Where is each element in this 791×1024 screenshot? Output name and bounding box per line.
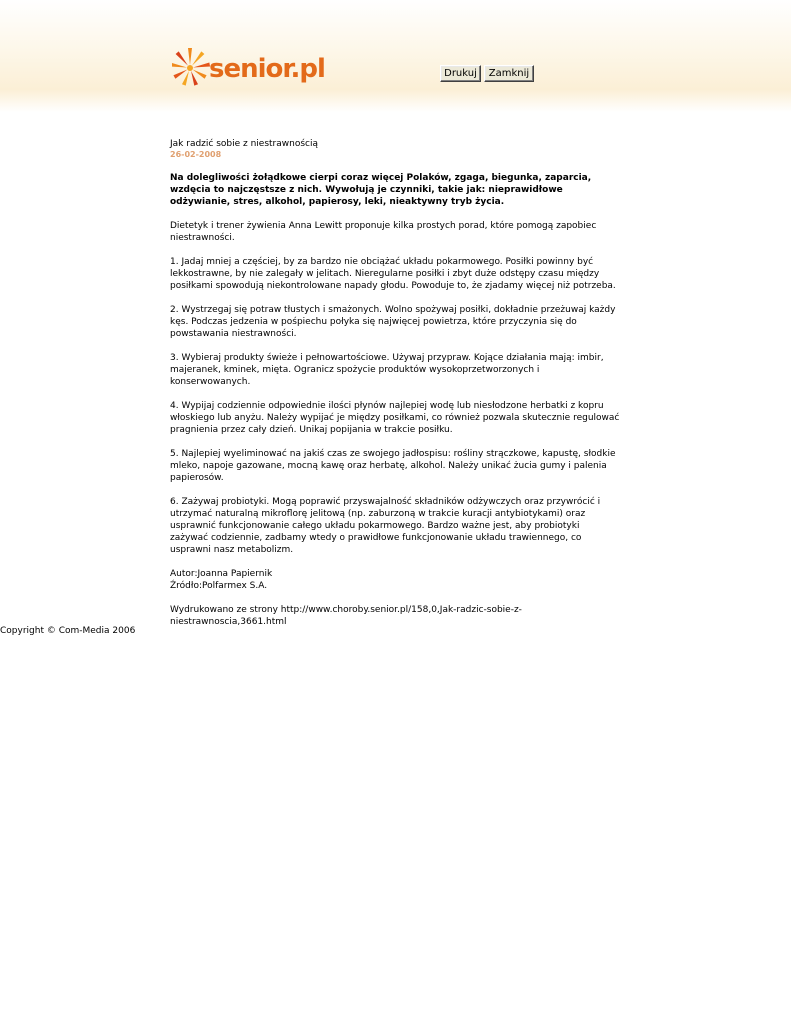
article-date: 26-02-2008: [170, 150, 222, 159]
article-credits: [170, 568, 620, 592]
article-paragraph: 5. Najlepiej wyeliminować na jakiś czas ze swojego jadłospisu: rośliny strączkowe, kapustę, słodkie mleko, napoje gazowane, mocną kawę oraz herbatę, alkohol. Należy unikać żucia gumy i palenia papierosów.: [170, 449, 616, 483]
article-paragraph: 6. Zażywaj probiotyki. Mogą poprawić przyswajalność składników odżywczych oraz przywrócić i utrzymać naturalną mikroflorę jelitową (np. zaburzoną w trakcie kuracji antybiotykami) oraz usprawnić funkcjonowanie całego układu pokarmowego. Bardzo ważne jest, aby probiotyki zażywać codziennie, zadbamy wtedy o prawidłowe funkcjonowanie układu trawiennego, co usprawni nasz metabolizm.: [170, 497, 601, 555]
print-button[interactable]: Drukuj: [440, 65, 481, 82]
sunburst-icon: [172, 46, 212, 90]
logo-text: senior.pl: [209, 54, 325, 84]
header-band: [0, 0, 791, 112]
article-lead: Na dolegliwości żołądkowe cierpi coraz więcej Polaków, zgaga, biegunka, zaparcia, wzdęcia to najczęstsze z nich. Wywołują je czynniki, takie jak: nieprawidłowe odżywianie, stres, alkohol, papierosy, leki, nieaktywny tryb życia.: [170, 173, 592, 207]
article-paragraph: Dietetyk i trener żywienia Anna Lewitt proponuje kilka prostych porad, które pomogą zapobiec niestrawności.: [170, 221, 597, 243]
senior-logo[interactable]: [172, 46, 325, 96]
close-button[interactable]: Zamknij: [484, 65, 534, 82]
article: [170, 138, 620, 640]
article-paragraph: 3. Wybieraj produkty świeże i pełnowartościowe. Używaj przypraw. Kojące działania mają: imbir, majeranek, kminek, mięta. Ogranicz spożycie produktów wysokoprzetworzonych i konserwowanych.: [170, 353, 604, 387]
article-source: Źródło:Polfarmex S.A.: [170, 581, 268, 591]
article-title: Jak radzić sobie z niestrawnością: [170, 139, 318, 149]
article-paragraph: 4. Wypijaj codziennie odpowiednie ilości płynów najlepiej wodę lub niesłodzone herbatki z kopru włoskiego lub anyżu. Należy wypijać je między posiłkami, co również pozwala skutecznie regulować pragnienia przez cały dzień. Unikaj popijania w trakcie posiłku.: [170, 401, 620, 435]
copyright: Copyright © Com-Media 2006: [0, 626, 136, 636]
article-paragraph: 1. Jadaj mniej a częściej, by za bardzo nie obciążać układu pokarmowego. Posiłki powinny być lekkostrawne, by nie zalegały w jelitach. Nieregularne posiłki i zbyt duże odstępy czasu między posiłkami spowodują niekontrolowane napady głodu. Powoduje to, że zjadamy więcej niż potrzeba.: [170, 257, 616, 291]
article-author: Autor:Joanna Papiernik: [170, 569, 273, 579]
article-paragraph: 2. Wystrzegaj się potraw tłustych i smażonych. Wolno spożywaj posiłki, dokładnie przeżuwaj każdy kęs. Podczas jedzenia w pośpiechu połyka się najwięcej powietrza, które przyczynia się do powstawania niestrawności.: [170, 305, 616, 339]
printed-from-url: Wydrukowano ze strony http://www.choroby.senior.pl/158,0,Jak-radzic-sobie-z-niestrawnoscia,3661.html: [170, 605, 522, 627]
